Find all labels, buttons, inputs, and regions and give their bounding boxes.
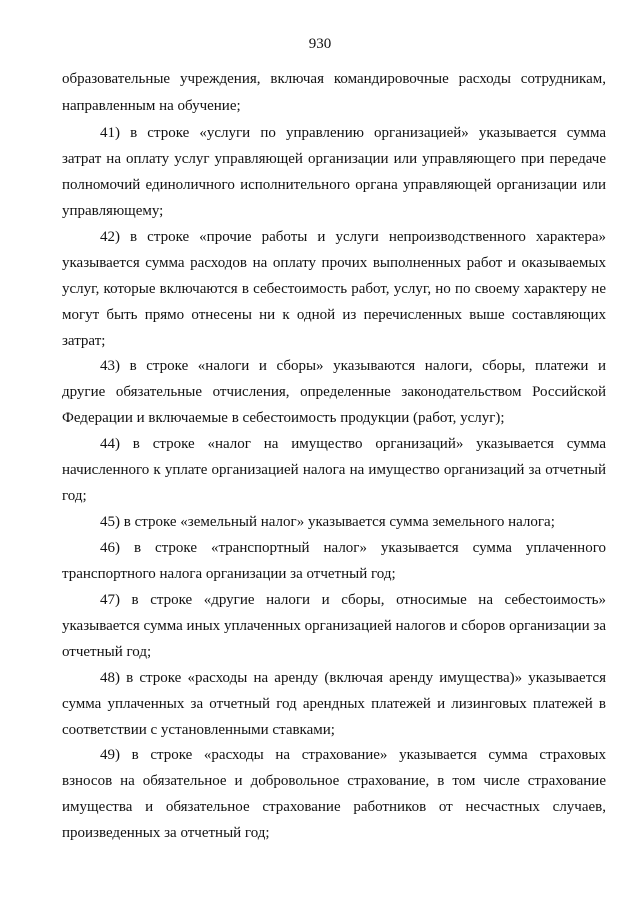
text-line: имущества и обязательное страхование работников от несчастных случаев, [62, 799, 606, 815]
text-line: затрат; [62, 333, 106, 349]
text-line: полномочий единоличного исполнительного органа управляющей организации или [62, 177, 606, 193]
text-line: управляющему; [62, 203, 164, 219]
paragraph-48-start: 48) в строке «расходы на аренду (включая аренду имущества)» указывается [100, 670, 606, 686]
text-line: год; [62, 488, 87, 504]
page-number: 930 [308, 36, 332, 52]
text-line: взносов на обязательное и добровольное страхование, в том числе страхование [62, 773, 606, 789]
paragraph-47-start: 47) в строке «другие налоги и сборы, относимые на себестоимость» [100, 592, 606, 608]
text-line: начисленного к уплате организацией налога на имущество организаций за отчетный [62, 462, 606, 478]
text-line: отчетный год; [62, 644, 152, 660]
text-line: произведенных за отчетный год; [62, 825, 270, 841]
text-line: затрат на оплату услуг управляющей организации или управляющего при передаче [62, 151, 606, 167]
paragraph-44-start: 44) в строке «налог на имущество организаций» указывается сумма [100, 436, 606, 452]
text-line: транспортного налога организации за отчетный год; [62, 566, 396, 582]
text-line: могут быть прямо отнесены ни к одной из перечисленных выше составляющих [62, 307, 606, 323]
text-line: услуг, которые включаются в себестоимость работ, услуг, но по своему характеру не [62, 281, 606, 297]
text-line: соответствии с установленными ставками; [62, 722, 335, 738]
text-line: указывается сумма иных уплаченных организацией налогов и сборов организации за [62, 618, 606, 634]
paragraph-45: 45) в строке «земельный налог» указывается сумма земельного налога; [100, 514, 555, 530]
text-line: направленным на обучение; [62, 98, 241, 114]
paragraph-46-start: 46) в строке «транспортный налог» указывается сумма уплаченного [100, 540, 606, 556]
text-line: Федерации и включаемые в себестоимость продукции (работ, услуг); [62, 410, 505, 426]
paragraph-42-start: 42) в строке «прочие работы и услуги непроизводственного характера» [100, 229, 606, 245]
text-line: образовательные учреждения, включая командировочные расходы сотрудникам, [62, 71, 606, 87]
text-line: другие обязательные отчисления, определенные законодательством Российской [62, 384, 606, 400]
text-line: сумма уплаченных за отчетный год арендных платежей и лизинговых платежей в [62, 696, 606, 712]
paragraph-41-start: 41) в строке «услуги по управлению организацией» указывается сумма [100, 125, 606, 141]
paragraph-49-start: 49) в строке «расходы на страхование» указывается сумма страховых [100, 747, 606, 763]
text-line: указывается сумма расходов на оплату прочих выполненных работ и оказываемых [62, 255, 606, 271]
paragraph-43-start: 43) в строке «налоги и сборы» указываются налоги, сборы, платежи и [100, 358, 606, 374]
